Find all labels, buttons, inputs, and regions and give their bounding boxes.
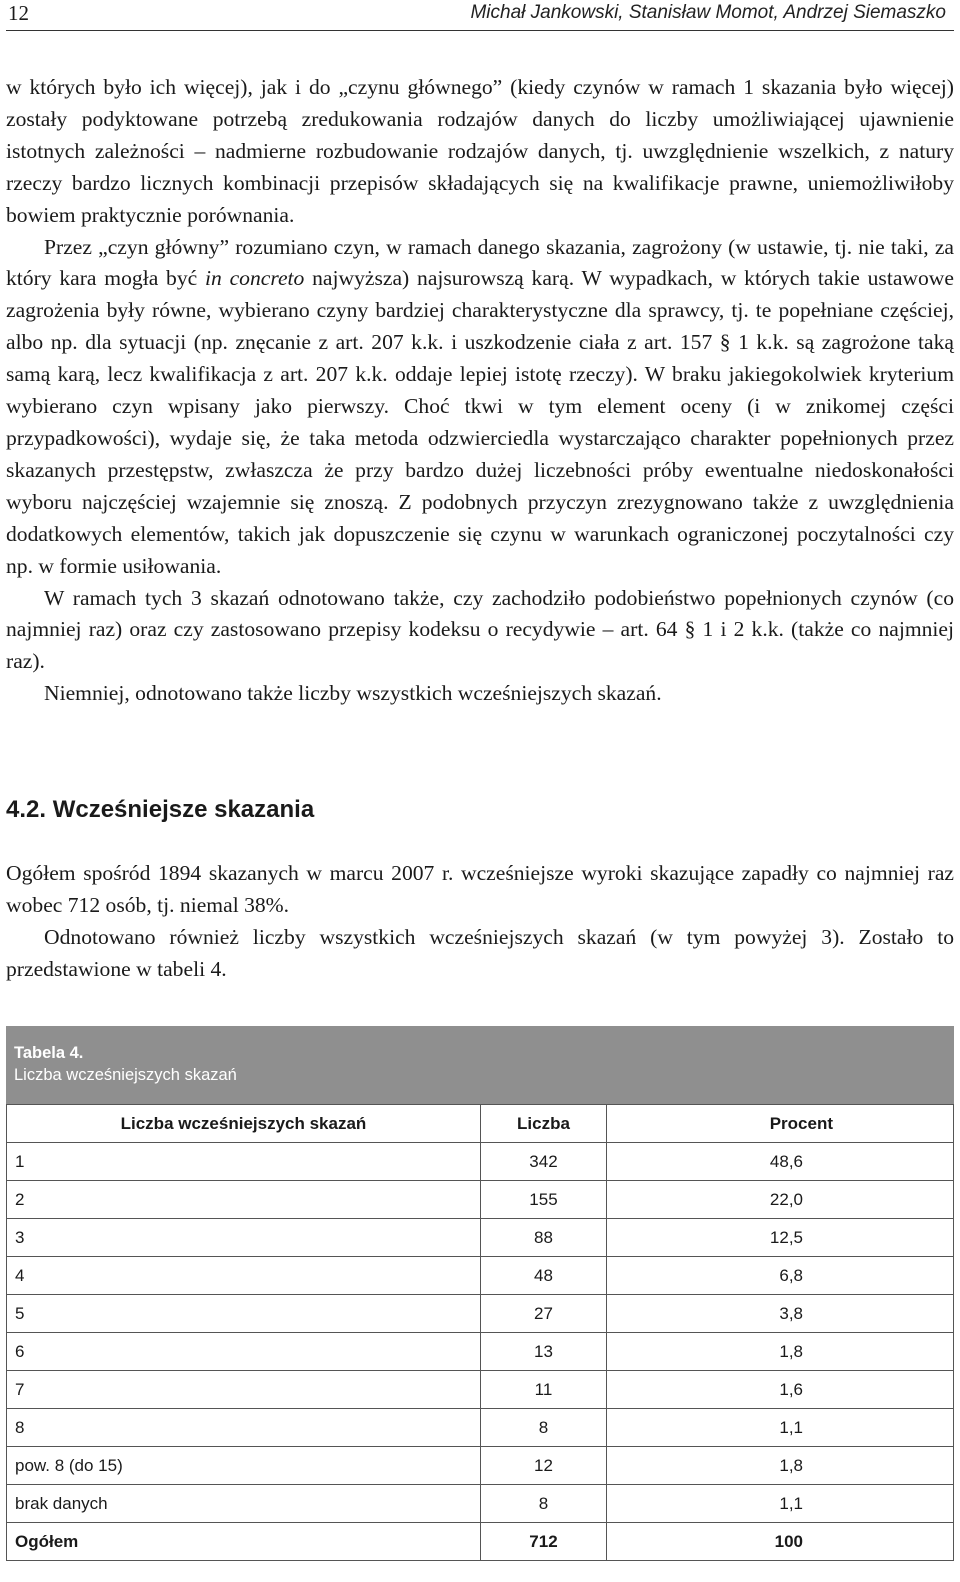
total-percent: 100 — [607, 1523, 954, 1561]
cell-number: 27 — [480, 1295, 606, 1333]
cell-category: 8 — [7, 1409, 481, 1447]
cell-number: 12 — [480, 1447, 606, 1485]
paragraph-2 — [6, 232, 954, 583]
cell-category: 4 — [7, 1257, 481, 1295]
paragraph-2-part-b: najwyższa) najsurowszą karą. W wypadkach, w których takie ustawowe zagrożenia były równe, wybierano czyny bardziej charakterystyczne dla sprawcy, tj. te popełniane częściej, albo np. dla sytuacji (np. znęcanie z art. 207 k.k. i uszkodzenie ciała z art. 157 § 1 k.k. są zagrożone taką samą karą, lecz kwalifikacja z art. 207 k.k. oddaje lepiej istotę rzeczy). W braku jakiegokolwiek kryterium wybierano czyn wpisany jako pierwszy. Choć tkwi w tym element oceny (i w znikomej części przypadkowości), wydaje się, że taka metoda odzwierciedla wystarczająco charakter popełnionych przez skazanych przestępstw, zwłaszcza że przy bardzo dużej liczebności próby ewentualne niedoskonałości wyboru najczęściej wzajemnie się znoszą. Z podobnych przyczyn zrezygnowano także z uwzględnienia dodatkowych elementów, takich jak dopuszczenie się czynu w warunkach ograniczonej poczytalności czy np. w formie usiłowania. — [6, 266, 954, 578]
table-label: Tabela 4. — [14, 1044, 84, 1062]
cell-number: 11 — [480, 1371, 606, 1409]
table-row — [7, 1447, 954, 1485]
section-heading: 4.2. Wcześniejsze skazania — [6, 796, 315, 823]
table-row — [7, 1143, 954, 1181]
page-header — [6, 0, 954, 31]
cell-percent: 12,5 — [607, 1219, 954, 1257]
table-total-row — [7, 1523, 954, 1561]
cell-category: 5 — [7, 1295, 481, 1333]
total-number: 712 — [480, 1523, 606, 1561]
cell-category: 2 — [7, 1181, 481, 1219]
cell-percent: 1,1 — [607, 1485, 954, 1523]
page-number: 12 — [8, 1, 29, 25]
latin-phrase: in concreto — [205, 266, 305, 291]
section-paragraph-1: Ogółem spośród 1894 skazanych w marcu 2007 r. wcześniejsze wyroki skazujące zapadły co najmniej raz wobec 712 osób, tj. niemal 38%. — [6, 861, 954, 917]
cell-percent: 1,6 — [607, 1371, 954, 1409]
cell-percent: 1,8 — [607, 1333, 954, 1371]
paragraph-3: W ramach tych 3 skazań odnotowano także, czy zachodziło podobieństwo popełnionych czynów (co najmniej raz) oraz czy zastosowano przepisy kodeksu o recydywie – art. 64 § 1 i 2 k.k. (także co najmniej raz). — [6, 585, 954, 674]
cell-category: 1 — [7, 1143, 481, 1181]
cell-number: 342 — [480, 1143, 606, 1181]
cell-percent: 6,8 — [607, 1257, 954, 1295]
section-body-text — [6, 858, 954, 986]
cell-category: pow. 8 (do 15) — [7, 1447, 481, 1485]
table-row — [7, 1219, 954, 1257]
body-text — [6, 72, 954, 710]
table-row — [7, 1257, 954, 1295]
paragraph-1: w których było ich więcej), jak i do „czynu głównego” (kiedy czynów w ramach 1 skazania było więcej) zostały podyktowane potrzebą zredukowania rodzajów danych do liczby umożliwiającej ujawnienie istotnych zależności – nadmierne rozbudowanie rodzajów danych, tj. uwzględnienie wszelkich, z natury rzeczy bardzo licznych kombinacji przepisów składających się na kwalifikacje prawne, uniemożliwiłoby bowiem praktycznie porównania. — [6, 75, 954, 227]
total-label: Ogółem — [7, 1523, 481, 1561]
table-row — [7, 1371, 954, 1409]
table-row — [7, 1409, 954, 1447]
column-header-number: Liczba — [480, 1105, 606, 1143]
cell-percent: 3,8 — [607, 1295, 954, 1333]
section-paragraph-2: Odnotowano również liczby wszystkich wcześniejszych skazań (w tym powyżej 3). Zostało to przedstawione w tabeli 4. — [6, 924, 954, 981]
cell-category: 7 — [7, 1371, 481, 1409]
paragraph-2-part-a: Przez „czyn główny” rozumiano czyn, w ramach danego skazania, zagrożony (w ustawie, tj. nie taki, za który kara mogła być — [6, 234, 954, 291]
cell-percent: 1,8 — [607, 1447, 954, 1485]
running-head-authors: Michał Jankowski, Stanisław Momot, Andrzej Siemaszko — [470, 2, 946, 23]
cell-number: 8 — [480, 1409, 606, 1447]
paragraph-4: Niemniej, odnotowano także liczby wszystkich wcześniejszych skazań. — [44, 681, 662, 706]
cell-percent: 48,6 — [607, 1143, 954, 1181]
table-title: Liczba wcześniejszych skazań — [14, 1066, 237, 1084]
cell-category: brak danych — [7, 1485, 481, 1523]
table-caption — [6, 1026, 954, 1104]
data-table — [6, 1104, 954, 1561]
table-header-row — [7, 1105, 954, 1143]
cell-number: 155 — [480, 1181, 606, 1219]
table-4 — [6, 1026, 954, 1561]
table-row — [7, 1181, 954, 1219]
column-header-percent: Procent — [607, 1105, 954, 1143]
cell-percent: 1,1 — [607, 1409, 954, 1447]
cell-percent: 22,0 — [607, 1181, 954, 1219]
cell-number: 48 — [480, 1257, 606, 1295]
cell-number: 8 — [480, 1485, 606, 1523]
table-row — [7, 1485, 954, 1523]
cell-category: 3 — [7, 1219, 481, 1257]
cell-number: 88 — [480, 1219, 606, 1257]
table-row — [7, 1295, 954, 1333]
cell-number: 13 — [480, 1333, 606, 1371]
table-row — [7, 1333, 954, 1371]
cell-category: 6 — [7, 1333, 481, 1371]
column-header-count-of-convictions: Liczba wcześniejszych skazań — [7, 1105, 481, 1143]
